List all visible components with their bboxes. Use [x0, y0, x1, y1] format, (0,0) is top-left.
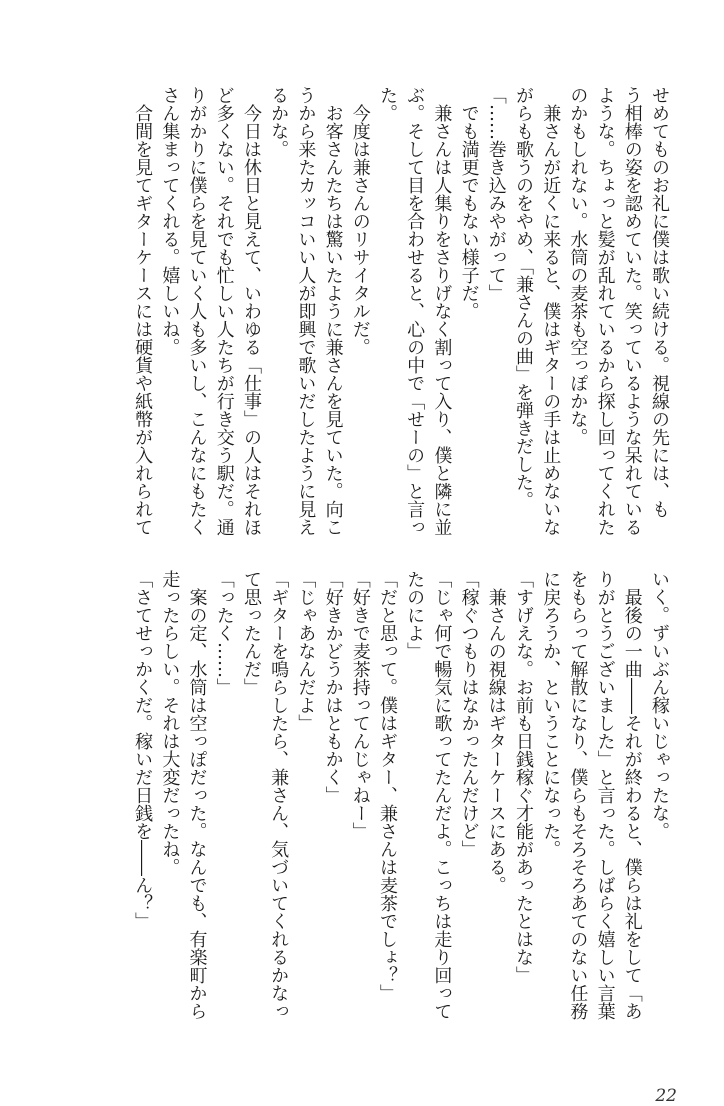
text-line: 兼さんの視線はギターケースにある。: [485, 570, 507, 894]
text-line: 「さてせっかくだ。稼いだ日銭を――ん？」: [132, 570, 154, 930]
text-line: 「好きで麦茶持ってんじゃねー」: [349, 570, 371, 840]
text-line: 案の定、水筒は空っぽだった。なんでも、有楽町から: [186, 570, 208, 1020]
text-line: 「すげえな。お前も日銭稼ぐ才能があったとはな」: [512, 570, 534, 984]
text-block-upper: [129, 86, 673, 536]
text-line: う相棒の姿を認めていた。笑っているような呆れている: [621, 86, 643, 536]
text-line: 「じゃ何で暢気に歌ってたんだよ。こっちは走り回って: [431, 570, 453, 1020]
text-line: に戻ろうか、ということになった。: [540, 570, 562, 858]
text-line: ような。ちょっと髪が乱れているから探し回ってくれた: [594, 86, 616, 536]
text-line: 「だと思って。僕はギター、兼さんは麦茶でしょ？」: [376, 570, 398, 1002]
page-number: 22: [655, 1086, 677, 1106]
text-line: いく。ずいぶん稼いじゃったな。: [649, 570, 670, 840]
text-line: りがとうございました」と言った。しばらく嬉しい言葉: [594, 570, 616, 1020]
text-line: のかもしれない。水筒の麦茶も空っぽかな。: [567, 86, 589, 446]
text-line: 今度は兼さんのリサイタルだ。: [349, 86, 371, 356]
text-line: がらも歌うのをやめ、「兼さんの曲」を弾きだした。: [512, 86, 534, 509]
text-line: をもらって解散になり、僕らもそろそろあてのない任務: [567, 570, 589, 1020]
text-line: るかな。: [268, 86, 290, 158]
text-line: 「……巻き込みやがって」: [485, 86, 507, 302]
text-line: お客さんたちは驚いたように兼さんを見ていた。向こ: [322, 86, 344, 536]
text-line: でも満更でもない様子だ。: [458, 86, 480, 320]
text-line: て思ったんだ」: [240, 570, 262, 696]
text-line: 走ったらしい。それは大変だったね。: [159, 570, 181, 876]
text-line: 今日は休日と見えて、いわゆる「仕事」の人はそれほ: [240, 86, 262, 536]
text-line: うから来たカッコいい人が即興で歌いだしたように見え: [295, 86, 317, 536]
text-line: 合間を見てギターケースには硬貨や紙幣が入れられて: [132, 86, 154, 536]
text-line: さん集まってくれる。嬉しいね。: [159, 86, 181, 356]
text-line: 「ったく……」: [213, 570, 235, 696]
text-line: 「ギターを鳴らしたら、兼さん、気づいてくれるかなっ: [268, 570, 290, 1020]
text-line: 「稼ぐつもりはなかったんだけど」: [458, 570, 480, 858]
text-line: 「じゃあなんだよ」: [295, 570, 317, 732]
text-line: たのによ」: [404, 570, 426, 660]
text-line: 兼さんは人集りをさりげなく割って入り、僕と隣に並: [431, 86, 453, 536]
text-line: りがかりに僕らを見ていく人も多いし、こんなにもたく: [186, 86, 208, 536]
text-block-lower: [129, 570, 673, 1020]
page-body: [129, 86, 677, 1106]
text-line: せめてものお礼に僕は歌い続ける。視線の先には、も: [649, 86, 670, 518]
text-line: 「好きかどうかはともかく」: [322, 570, 344, 804]
text-line: 兼さんが近くに来ると、僕はギターの手は止めないな: [540, 86, 562, 536]
text-line: ど多くない。それでも忙しい人たちが行き交う駅だ。通: [213, 86, 235, 536]
text-line: た。: [376, 86, 398, 122]
text-line: ぶ。そして目を合わせると、心の中で「せーの」と言っ: [404, 86, 426, 536]
text-line: 最後の一曲――それが終わると、僕らは礼をして「あ: [621, 570, 643, 1020]
